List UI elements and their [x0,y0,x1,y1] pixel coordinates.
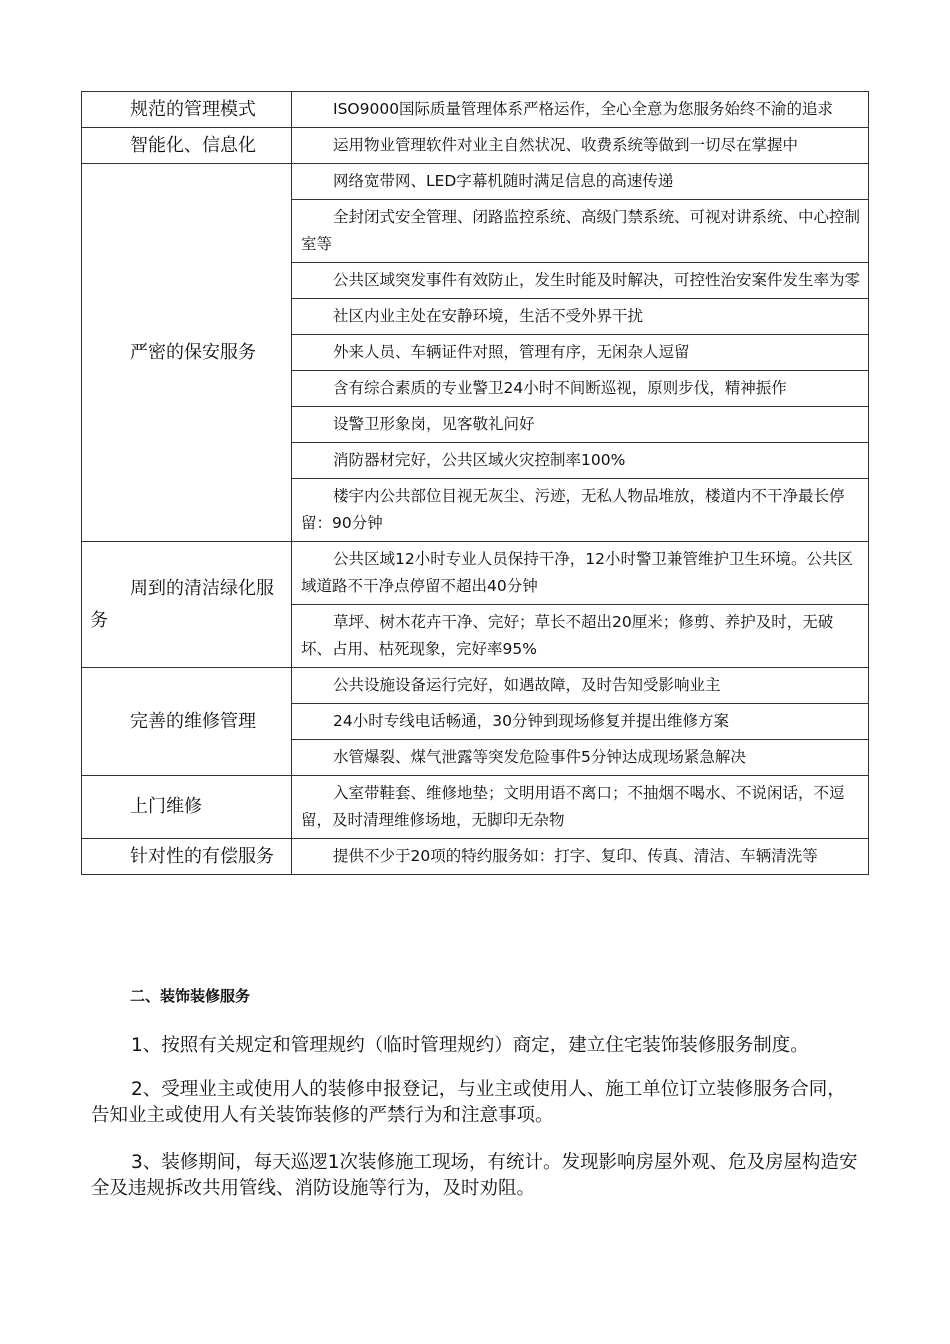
description-cell: 全封闭式安全管理、闭路监控系统、高级门禁系统、可视对讲系统、中心控制室等 [292,200,869,263]
description-cell: 草坪、树木花卉干净、完好；草长不超出20厘米；修剪、养护及时，无破坏、占用、枯死现象，完好率95% [292,605,869,668]
section-heading: 二、装饰装修服务 [130,987,251,1005]
category-cell: 针对性的有偿服务 [82,839,292,875]
description-cell: 含有综合素质的专业警卫24小时不间断巡视，原则步伐，精神振作 [292,371,869,407]
description-cell: 提供不少于20项的特约服务如：打字、复印、传真、清洁、车辆清洗等 [292,839,869,875]
description-cell: 楼宇内公共部位目视无灰尘、污迹，无私人物品堆放，楼道内不干净最长停留：90分钟 [292,479,869,542]
category-cell: 智能化、信息化 [82,128,292,164]
category-cell: 规范的管理模式 [82,92,292,128]
description-cell: ISO9000国际质量管理体系严格运作，全心全意为您服务始终不渝的追求 [292,92,869,128]
table-row [82,92,869,128]
description-cell: 入室带鞋套、维修地垫；文明用语不离口；不抽烟不喝水、不说闲话，不逗留，及时清理维修场地，无脚印无杂物 [292,776,869,839]
description-cell: 网络宽带网、LED字幕机随时满足信息的高速传递 [292,164,869,200]
description-cell: 设警卫形象岗，见客敬礼问好 [292,407,869,443]
description-cell: 24小时专线电话畅通，30分钟到现场修复并提出维修方案 [292,704,869,740]
category-cell: 严密的保安服务 [82,164,292,542]
description-cell: 消防器材完好，公共区域火灾控制率100% [292,443,869,479]
paragraph: 1、按照有关规定和管理规约（临时管理规约）商定，建立住宅装饰装修服务制度。 [131,1035,809,1056]
service-standards-table [81,91,869,875]
description-cell: 公共区域突发事件有效防止，发生时能及时解决，可控性治安案件发生率为零 [292,263,869,299]
table-row [82,128,869,164]
paragraph: 3、装修期间，每天巡逻1次装修施工现场，有统计。发现影响房屋外观、危及房屋构造安全及违规拆改共用管线、消防设施等行为，及时劝阻。 [91,1152,858,1199]
description-cell: 社区内业主处在安静环境，生活不受外界干扰 [292,299,869,335]
description-cell: 水管爆裂、煤气泄露等突发危险事件5分钟达成现场紧急解决 [292,740,869,776]
description-cell: 运用物业管理软件对业主自然状况、收费系统等做到一切尽在掌握中 [292,128,869,164]
description-cell: 外来人员、车辆证件对照，管理有序，无闲杂人逗留 [292,335,869,371]
table-row [82,542,869,605]
description-cell: 公共设施设备运行完好，如遇故障，及时告知受影响业主 [292,668,869,704]
table-row [82,164,869,200]
paragraph: 2、受理业主或使用人的装修申报登记，与业主或使用人、施工单位订立装修服务合同，告知业主或使用人有关装饰装修的严禁行为和注意事项。 [91,1079,846,1126]
category-cell: 周到的清洁绿化服务 [82,542,292,668]
category-cell: 完善的维修管理 [82,668,292,776]
description-cell: 公共区域12小时专业人员保持干净，12小时警卫兼管维护卫生环境。公共区域道路不干净点停留不超出40分钟 [292,542,869,605]
table-row [82,668,869,704]
table-row [82,839,869,875]
category-cell: 上门维修 [82,776,292,839]
table-row [82,776,869,839]
